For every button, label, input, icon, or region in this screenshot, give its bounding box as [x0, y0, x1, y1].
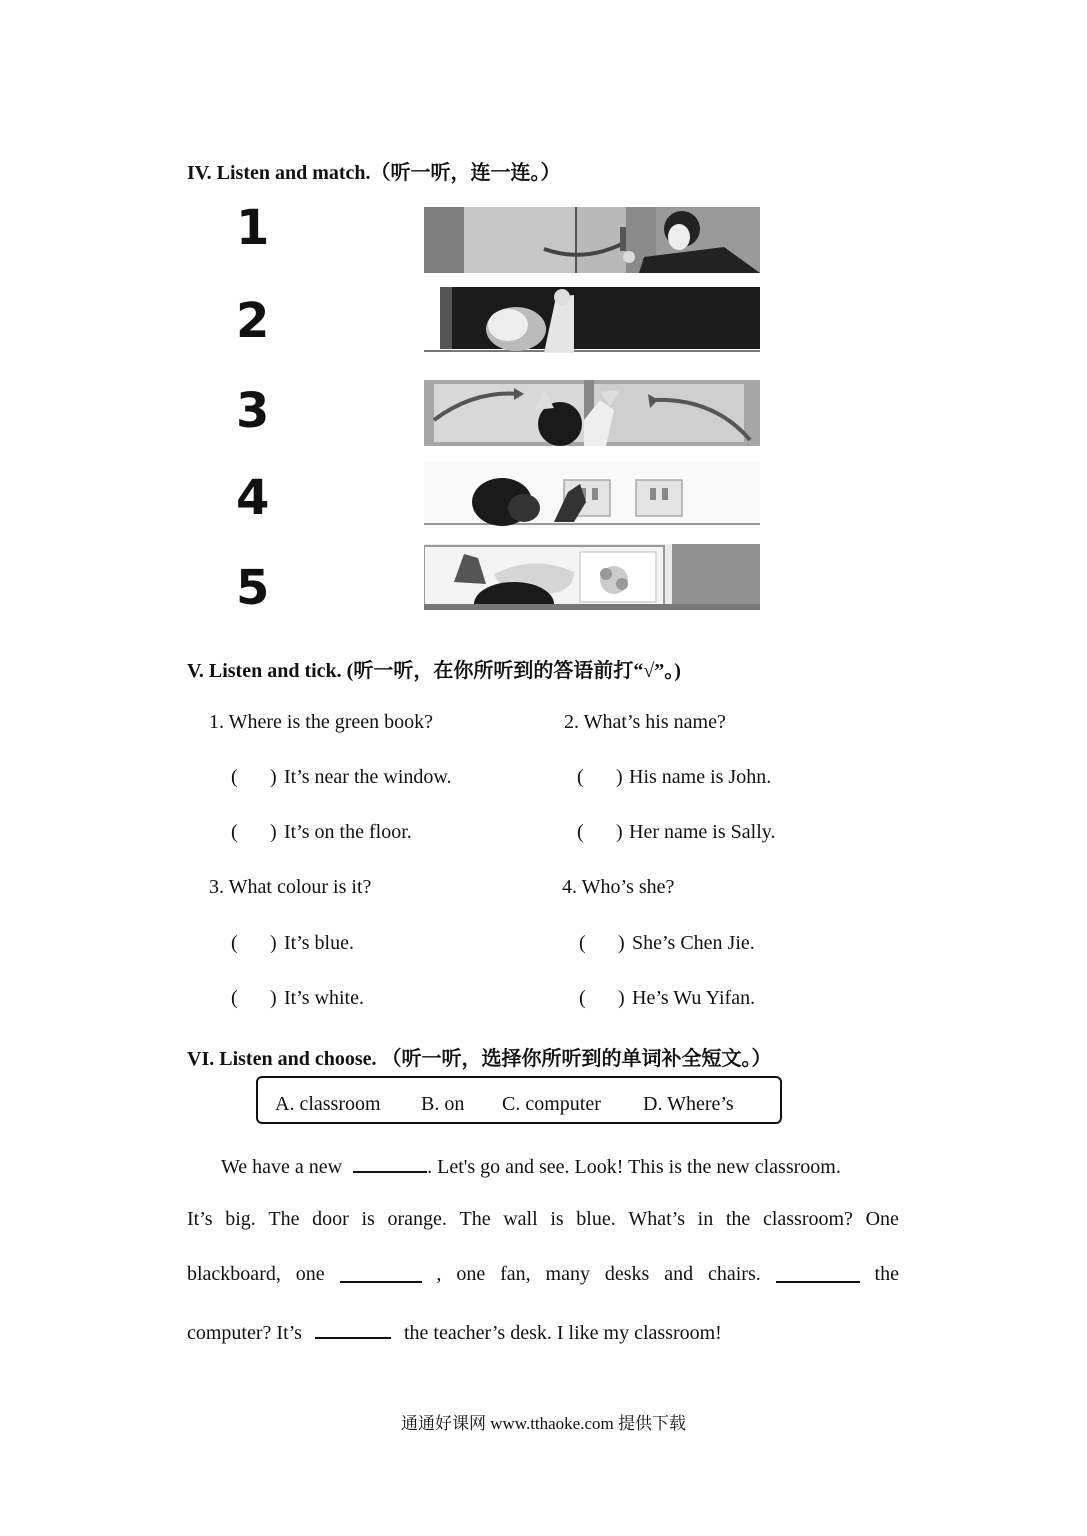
passage-text: computer? It’s — [187, 1322, 302, 1344]
tick-box-close: ) — [618, 987, 625, 1009]
tick-box-close: ) — [618, 932, 625, 954]
tick-box-q2-a[interactable]: ( — [577, 766, 584, 788]
passage-line-1 — [221, 1153, 841, 1179]
option-q1-b: It’s on the floor. — [284, 821, 412, 843]
passage-word: One — [865, 1208, 899, 1230]
tick-box-close: ) — [616, 766, 623, 788]
choice-b: B. on — [421, 1093, 465, 1115]
answer-blank-2[interactable] — [340, 1263, 422, 1283]
tick-box-close: ) — [270, 987, 277, 1009]
picture-blackboard — [424, 287, 760, 353]
option-q3-a: It’s blue. — [284, 932, 354, 954]
passage-word: The — [268, 1208, 300, 1230]
passage-line-3 — [187, 1263, 899, 1286]
choice-a: A. classroom — [275, 1093, 381, 1115]
question-3: 3. What colour is it? — [209, 876, 372, 898]
passage-line-4 — [187, 1319, 722, 1345]
passage-word: It’s — [187, 1208, 213, 1230]
question-4: 4. Who’s she? — [562, 876, 675, 898]
picture-open-door — [424, 207, 760, 273]
passage-word: fan, — [500, 1263, 531, 1285]
section-iv-title: IV. Listen and match.（听一听，连一连。） — [187, 162, 561, 184]
tick-box-q4-a[interactable]: ( — [579, 932, 586, 954]
tick-box-q2-b[interactable]: ( — [577, 821, 584, 843]
option-q1-a: It’s near the window. — [284, 766, 452, 788]
choice-d: D. Where’s — [643, 1093, 734, 1115]
passage-word: is — [361, 1208, 375, 1230]
passage-word: big. — [225, 1208, 256, 1230]
footer-source: 通通好课网 www.tthaoke.com 提供下载 — [400, 1414, 687, 1433]
passage-word: What’s — [628, 1208, 686, 1230]
option-q4-a: She’s Chen Jie. — [632, 932, 755, 954]
passage-word: door — [312, 1208, 349, 1230]
passage-word: is — [550, 1208, 564, 1230]
tick-box-q3-a[interactable]: ( — [231, 932, 238, 954]
passage-word: classroom? — [762, 1208, 853, 1230]
tick-box-close: ) — [270, 821, 277, 843]
passage-word: in — [697, 1208, 714, 1230]
match-number-4: 4 — [236, 470, 270, 526]
picture-clean-window — [424, 544, 760, 610]
picture-light-switch — [424, 462, 760, 528]
option-q4-b: He’s Wu Yifan. — [632, 987, 756, 1009]
match-number-3: 3 — [236, 383, 270, 439]
passage-word: , — [436, 1263, 442, 1285]
tick-box-close: ) — [616, 821, 623, 843]
option-q2-b: Her name is Sally. — [629, 821, 776, 843]
option-q2-a: His name is John. — [629, 766, 772, 788]
section-vi-title: VI. Listen and choose. （听一听，选择你所听到的单词补全短文。） — [187, 1048, 772, 1070]
tick-box-q1-a[interactable]: ( — [231, 766, 238, 788]
passage-word: the — [874, 1263, 899, 1285]
match-number-2: 2 — [236, 293, 270, 349]
tick-box-q4-b[interactable]: ( — [579, 987, 586, 1009]
passage-word: blue. — [576, 1208, 616, 1230]
passage-text: . Let's go and see. Look! This is the new classroom. — [427, 1156, 841, 1178]
tick-box-close: ) — [270, 766, 277, 788]
question-2: 2. What’s his name? — [564, 711, 726, 733]
passage-word: blackboard, — [187, 1263, 281, 1285]
picture-open-window — [424, 380, 760, 446]
passage-word: wall — [503, 1208, 538, 1230]
tick-box-q1-b[interactable]: ( — [231, 821, 238, 843]
passage-word: The — [459, 1208, 491, 1230]
passage-word: the — [725, 1208, 751, 1230]
word-bank — [256, 1076, 782, 1124]
answer-blank-1[interactable] — [353, 1153, 427, 1173]
passage-text: We have a new — [221, 1156, 343, 1178]
passage-line-2 — [187, 1208, 899, 1231]
section-v-title: V. Listen and tick. (听一听，在你所听到的答语前打“√”。) — [187, 660, 681, 682]
answer-blank-3[interactable] — [776, 1263, 860, 1283]
passage-word: many — [545, 1263, 590, 1285]
passage-word: desks — [604, 1263, 650, 1285]
choice-c: C. computer — [502, 1093, 601, 1115]
tick-box-close: ) — [270, 932, 277, 954]
passage-word: chairs. — [707, 1263, 761, 1285]
question-1: 1. Where is the green book? — [209, 711, 433, 733]
passage-text: the teacher’s desk. I like my classroom! — [403, 1322, 722, 1344]
match-number-5: 5 — [236, 560, 270, 616]
tick-box-q3-b[interactable]: ( — [231, 987, 238, 1009]
option-q3-b: It’s white. — [284, 987, 364, 1009]
passage-word: one — [456, 1263, 486, 1285]
answer-blank-4[interactable] — [315, 1319, 391, 1339]
passage-word: one — [295, 1263, 325, 1285]
match-number-1: 1 — [236, 200, 270, 256]
passage-word: orange. — [387, 1208, 447, 1230]
passage-word: and — [664, 1263, 694, 1285]
